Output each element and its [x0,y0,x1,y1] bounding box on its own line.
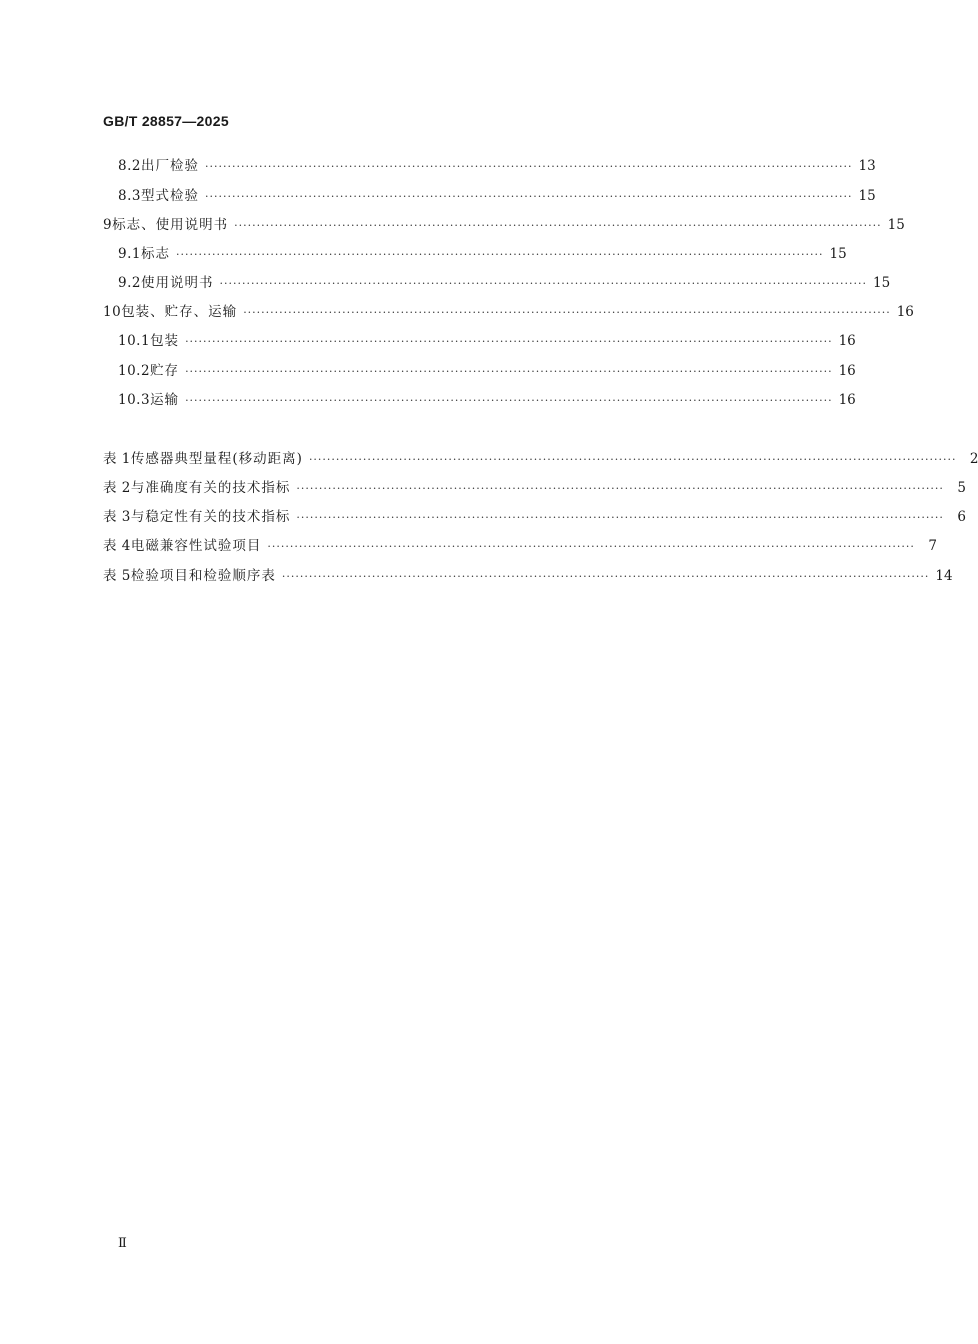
toc-entry-10-2[interactable] [118,361,856,381]
dot-leader: ················································································································································ [204,160,853,173]
dot-leader: ················································································································································ [267,540,915,553]
toc-entry-10-3[interactable] [118,390,856,410]
table-entry-number: 表 5 [103,568,131,584]
dot-leader: ················································································································································ [204,190,853,203]
toc-entry-number: 10.1 [118,333,151,349]
table-entry-page: 5 [957,480,966,496]
toc-entry-number: 10.2 [118,363,151,379]
toc-entry-number: 9 [103,217,113,233]
table-entry-number: 表 2 [103,480,131,496]
toc-entry-page: 16 [838,363,856,379]
table-entry-number: 表 1 [103,451,131,467]
toc-entry-number: 8.2 [118,158,141,174]
toc-entry-page: 15 [858,188,876,204]
toc-entry-title: 出厂检验 [140,158,199,174]
toc-entry-title: 标志 [140,246,170,262]
toc-entry-9[interactable] [103,215,905,235]
dot-leader: ················································································································································ [185,335,833,348]
table-entry-number: 表 4 [103,538,131,554]
table-entry-page: 7 [928,538,937,554]
toc-entry-title: 包装 [150,333,180,349]
toc-entry-9-1[interactable] [118,244,847,264]
table-entry-title: 电磁兼容性试验项目 [130,538,262,554]
table-entry-page: 6 [957,509,966,525]
toc-entry-title: 型式检验 [140,188,199,204]
toc-entry-10-1[interactable] [118,331,856,351]
standard-code: GB/T 28857—2025 [103,113,229,129]
dot-leader: ················································································································································ [243,306,891,319]
dot-leader: ················································································································································ [296,482,944,495]
dot-leader: ················································································································································ [219,277,867,290]
dot-leader: ················································································································································ [296,511,944,524]
toc-entry-title: 运输 [150,392,180,408]
toc-entry-9-2[interactable] [118,273,891,293]
toc-entry-page: 16 [838,333,856,349]
toc-entry-number: 10.3 [118,392,151,408]
toc-entry-number: 8.3 [118,188,141,204]
dot-leader: ················································································································································ [185,365,833,378]
table-entry-title: 检验项目和检验顺序表 [130,568,276,584]
toc-entry-page: 15 [887,217,905,233]
toc-entry-title: 标志、使用说明书 [112,217,229,233]
table-entry-page: 2 [969,451,978,467]
toc-entry-title: 包装、贮存、运输 [121,304,238,320]
table-entry-title: 与稳定性有关的技术指标 [130,509,291,525]
dot-leader: ················································································································································ [281,570,930,583]
toc-entry-8-3[interactable] [118,186,876,206]
toc-entry-10[interactable] [103,302,914,322]
toc-entry-8-2[interactable] [118,156,876,176]
toc-entry-number: 9.1 [118,246,141,262]
table-entry-3[interactable] [103,507,966,527]
toc-entry-number: 10 [103,304,122,320]
toc-entry-title: 使用说明书 [140,275,214,291]
page-number: Ⅱ [118,1236,127,1251]
dot-leader: ················································································································································ [175,248,824,261]
table-entry-2[interactable] [103,478,966,498]
toc-entry-page: 16 [838,392,856,408]
table-entry-page: 14 [935,568,953,584]
toc-entry-page: 15 [873,275,891,291]
table-entry-number: 表 3 [103,509,131,525]
toc-entry-page: 16 [896,304,914,320]
table-entry-4[interactable] [103,536,937,556]
dot-leader: ················································································································································ [185,394,833,407]
toc-entry-page: 13 [858,158,876,174]
toc-entry-number: 9.2 [118,275,141,291]
table-entry-5[interactable] [103,566,953,586]
toc-entry-page: 15 [829,246,847,262]
dot-leader: ················································································································································ [234,219,882,232]
table-entry-title: 传感器典型量程(移动距离) [130,451,303,467]
table-entry-title: 与准确度有关的技术指标 [130,480,291,496]
table-entry-1[interactable] [103,449,978,469]
toc-entry-title: 贮存 [150,363,180,379]
dot-leader: ················································································································································ [308,453,957,466]
